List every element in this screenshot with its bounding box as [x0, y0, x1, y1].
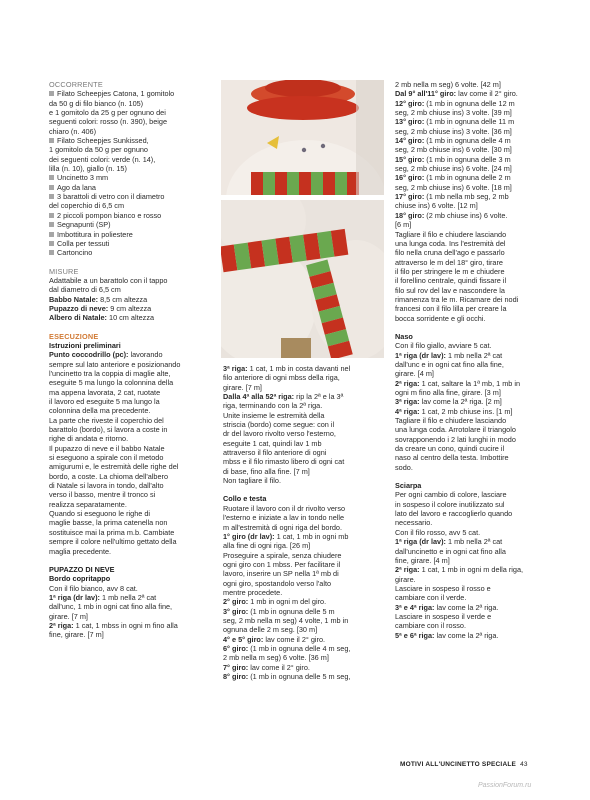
- text-line: [395, 565, 563, 574]
- instruction-label: Dal 9° all'11° giro:: [395, 89, 457, 99]
- text-line: ma appena lavorata, 2 cat, ruotate: [49, 387, 161, 397]
- text-line: si eseguono a spirale con il metodo: [49, 453, 164, 463]
- text-line: ogni giro con 1 mbss. Per facilitare il: [223, 559, 341, 569]
- text-line: lato del lavoro e raccoglierlo quando: [395, 509, 513, 519]
- text-line: [395, 397, 563, 406]
- instruction-label: 17° giro:: [395, 192, 425, 202]
- text-line: seg, 2 mb chiuse ins) 6 volte. [30 m]: [395, 145, 512, 155]
- text-line: mentre procedete.: [223, 587, 283, 597]
- text-line: seg, 2 mb chiuse ins) 6 volte. [18 m]: [395, 182, 512, 192]
- page-footer: [400, 761, 528, 768]
- instruction-label: 2ª riga:: [395, 565, 420, 575]
- instruction-label: 16° giro:: [395, 173, 425, 183]
- subheading: PUPAZZO DI NEVE: [49, 564, 115, 574]
- text-line: Lasciare in sospeso il rosso e: [395, 583, 491, 593]
- text-line: ogni giro, spostandolo verso l'alto: [223, 578, 332, 588]
- text-line: Uncinetto 3 mm: [49, 173, 217, 182]
- text-line: chiaro (n. 406): [49, 126, 97, 136]
- text-line: [6 m]: [395, 220, 412, 230]
- text-line: Ago da lana: [49, 183, 217, 192]
- text-line: seg, 2 mb chiuse ins) 6 volte. [24 m]: [395, 164, 512, 174]
- instruction-label: 3ª e 4ª riga:: [395, 602, 435, 612]
- text-line: di Natale si lavora in tondo, dall'alto: [49, 481, 164, 491]
- text-line: [395, 99, 563, 108]
- paragraph-gap: [49, 323, 217, 332]
- text-line: in sospeso il colore inutilizzato sul: [395, 499, 505, 509]
- text-line: filo nella cruna dell'ago e passarlo: [395, 248, 505, 258]
- text-line: seg, 2 mb chiuse ins) 3 volte. [36 m]: [395, 126, 512, 136]
- text-line: attraverso il filo anteriore di ogni: [223, 448, 327, 458]
- text-line: [395, 603, 563, 612]
- text-line: dr del lavoro rivolto verso l'esterno,: [223, 429, 336, 439]
- instruction-label: 15° giro:: [395, 154, 425, 164]
- paragraph-gap: [395, 323, 563, 332]
- text-line: di base, fino alla fine. [7 m]: [223, 466, 310, 476]
- subheading: Naso: [395, 331, 413, 341]
- instruction-label: Albero di Natale:: [49, 313, 107, 323]
- section-heading: OCCORRENTE: [49, 80, 103, 89]
- text-line: [395, 173, 563, 182]
- text-line: Con il filo rosso, avv 5 cat.: [395, 527, 481, 537]
- text-line: sostituisce mai la prima m.b. Cambiate: [49, 527, 175, 537]
- text-line: amigurumi e, le estremità delle righe del: [49, 462, 179, 472]
- text-line: [223, 392, 389, 401]
- text-line: sovrapponendo i 2 lati lunghi in modo: [395, 434, 516, 444]
- instruction-label: 1ª riga (dr lav):: [395, 350, 446, 360]
- instruction-text: (1 mb in ognuna delle 4 m: [424, 136, 511, 146]
- text-line: [395, 155, 563, 164]
- text-line: Adattabile a un barattolo con il tappo: [49, 275, 168, 285]
- instruction-text: 1 cat, 1 mbss in ogni m fino alla: [73, 620, 178, 630]
- text-line: [395, 211, 563, 220]
- text-line: sempre il colore nell'ultimo gettato della: [49, 537, 177, 547]
- text-line: [395, 351, 563, 360]
- subheading: Bordo copritappo: [49, 574, 111, 584]
- text-line: eseguite 5 ma lungo la colonnina della: [49, 378, 174, 388]
- instruction-label: 1° giro (dr lav):: [223, 531, 275, 541]
- instruction-text: (2 mb chiuse ins) 6 volte.: [424, 210, 508, 220]
- text-line: seg, 2 mb nella m seg) 4 volte, 1 mb in: [223, 615, 349, 625]
- instruction-text: (1 mb in ognuna delle 5 m seg,: [248, 672, 351, 681]
- text-line: [395, 136, 563, 145]
- text-line: lilla (n. 10), giallo (n. 15): [49, 164, 127, 174]
- text-line: Per ogni cambio di colore, lasciare: [395, 490, 507, 500]
- text-line: [49, 621, 217, 630]
- text-line: realizza separatamente.: [49, 499, 127, 509]
- text-line: cambiare con il verde.: [395, 593, 467, 603]
- text-line: La parte che riveste il coperchio del: [49, 415, 164, 425]
- paragraph-gap: [49, 258, 217, 267]
- text-line: verso il basso, mentre il tronco si: [49, 490, 156, 500]
- paragraph-gap: [395, 472, 563, 481]
- instruction-label: 3ª riga:: [223, 364, 248, 373]
- instruction-text: lav come la 2ª riga.: [434, 602, 499, 612]
- text-line: barattolo (bordo), si lavora a coste in: [49, 425, 168, 435]
- instruction-text: lav come la 2ª riga.: [434, 630, 499, 640]
- instruction-text: lav come il 2° giro.: [263, 634, 326, 644]
- paragraph-gap: [49, 556, 217, 565]
- instruction-text: (1 mb in ognuna delle 2 m: [424, 173, 511, 183]
- text-line: il forellino centrale, quindi fissare il: [395, 276, 507, 286]
- text-line: Il pupazzo di neve e il babbo Natale: [49, 443, 165, 453]
- text-line: rimanenza tra le m. Ricamare dei nodi: [395, 294, 519, 304]
- text-line: bordo, a coste. La chioma dell'albero: [49, 471, 169, 481]
- instruction-label: 6° giro:: [223, 643, 249, 653]
- instruction-label: 1ª riga (dr lav):: [49, 592, 100, 602]
- instruction-text: (1 mb in ognuna delle 3 m: [424, 154, 511, 164]
- instruction-text: lavorando: [128, 350, 163, 360]
- subheading: Istruzioni preliminari: [49, 340, 121, 350]
- text-line: Imbottitura in poliestere: [49, 230, 217, 239]
- instruction-text: 1 cat, 2 mb chiuse ins. [1 m]: [419, 406, 513, 416]
- paragraph-gap: [223, 485, 389, 494]
- text-line: Filato Scheepjes Sunkissed,: [49, 136, 217, 145]
- text-line: del coperchio di 6,5 cm: [49, 201, 125, 211]
- text-line: colonnina della ma precedente.: [49, 406, 151, 416]
- instruction-label: 3ª riga:: [395, 397, 420, 407]
- text-line: [395, 117, 563, 126]
- text-line: lavoro, inserire un SP nella 1ª mb di: [223, 569, 339, 579]
- instruction-label: 2ª riga:: [49, 620, 74, 630]
- text-line: striscia (bordo) come segue: con il: [223, 420, 335, 430]
- text-line: Tagliare il filo e chiudere lasciando: [395, 416, 507, 426]
- instruction-label: 1ª riga (dr lav):: [395, 537, 446, 547]
- instruction-label: Pupazzo di neve:: [49, 303, 109, 313]
- text-line: Tagliare il filo e chiudere lasciando: [395, 229, 507, 239]
- text-line: seg, 2 mb chiuse ins) 3 volte. [39 m]: [395, 108, 512, 118]
- text-line: seguenti colori: rosso (n. 390), beige: [49, 117, 168, 127]
- instruction-text: (1 mb in ognuna delle 11 m: [424, 117, 515, 127]
- text-line: ognuna delle 2 m seg. [30 m]: [223, 625, 318, 635]
- instruction-label: 4° e 5° giro:: [223, 634, 264, 644]
- text-line: [223, 597, 389, 606]
- text-line: sodo.: [395, 462, 413, 472]
- instruction-label: 4ª riga:: [395, 406, 420, 416]
- section-heading: ESECUZIONE: [49, 331, 99, 341]
- text-line: cambiare con il rosso.: [395, 621, 466, 631]
- instruction-text: 1 cat, 1 mb in ogni mb: [274, 531, 349, 541]
- text-line: [395, 379, 563, 388]
- text-line: chiuse ins) 6 volte. [12 m]: [395, 201, 478, 211]
- text-line: alla fine di ogni riga. [26 m]: [223, 541, 311, 551]
- instruction-label: 2° giro:: [223, 597, 249, 607]
- text-line: Con il filo giallo, avviare 5 cat.: [395, 341, 492, 351]
- text-line: Proseguire a spirale, senza chiudere: [223, 550, 342, 560]
- instruction-label: Babbo Natale:: [49, 294, 99, 304]
- text-line: Unite insieme le estremità della: [223, 410, 325, 420]
- text-line: filo sul rov del lav e nascondere la: [395, 285, 505, 295]
- text-line: il lavoro ed eseguite 5 ma lungo la: [49, 397, 160, 406]
- instruction-text: 1 cat, 1 mb in ogni m della riga,: [419, 565, 524, 575]
- instruction-text: (1 mb in ognuna delle 5 m: [248, 606, 335, 616]
- text-line: fine, girare. [7 m]: [49, 630, 104, 640]
- text-line: [395, 407, 563, 416]
- instruction-label: 5ª e 6ª riga:: [395, 630, 435, 640]
- instruction-label: 13° giro:: [395, 117, 425, 127]
- text-line: dall'unc e in ogni cat fino alla fine,: [395, 359, 504, 369]
- instruction-text: lav come la 2ª riga. [2 m]: [419, 397, 502, 407]
- text-line: 1 gomitolo da 50 g per ognuno: [49, 145, 148, 155]
- instruction-text: 8,5 cm altezza: [98, 294, 148, 304]
- instruction-text: lav come il 2° giro.: [248, 662, 310, 672]
- column-left: [49, 80, 217, 640]
- text-line: ogni m fino alla fine, girare. [3 m]: [395, 388, 501, 397]
- text-line: e 1 gomitolo da 25 g per ognuno dei: [49, 108, 166, 118]
- text-line: [395, 89, 563, 98]
- text-line: [223, 607, 389, 616]
- text-line: girare. [4 m]: [395, 369, 434, 379]
- instruction-label: Punto coccodrillo (pc):: [49, 350, 129, 360]
- text-line: da 50 g di filo bianco (n. 105): [49, 98, 144, 108]
- instruction-text: 1 mb nella 2ª cat: [99, 592, 157, 602]
- text-line: Cartoncino: [49, 248, 217, 257]
- text-line: l'uncinetto tra la coppia di maglie alte,: [49, 368, 171, 378]
- text-line: necessario.: [395, 518, 433, 528]
- text-line: Segnapunti (SP): [49, 220, 217, 229]
- text-line: sempre sul lato anteriore e posizionando: [49, 359, 181, 369]
- text-line: naso al centro della testa. Imbottire: [395, 453, 509, 463]
- text-line: [49, 304, 217, 313]
- column-right: [395, 80, 563, 640]
- text-line: girare. [7 m]: [49, 611, 88, 621]
- text-line: mbss e il filo rimasto libero di ogni cat: [223, 457, 345, 467]
- text-line: 3 barattoli di vetro con il diametro: [49, 192, 217, 201]
- text-line: da creare un cono, quindi cucire il: [395, 444, 505, 454]
- text-line: Ruotare il lavoro con il dr rivolto verso: [223, 503, 346, 513]
- text-line: Non tagliare il filo.: [223, 476, 281, 486]
- text-line: una lunga coda. Arrotolare il triangolo: [395, 425, 516, 435]
- instruction-label: 8° giro:: [223, 672, 249, 681]
- section-heading: MISURE: [49, 266, 79, 276]
- text-line: bocca sorridente e gli occhi.: [395, 313, 486, 323]
- watermark: PassionForum.ru: [478, 782, 532, 789]
- text-line: [49, 350, 217, 359]
- text-line: [223, 532, 389, 541]
- text-line: [223, 672, 389, 681]
- column-middle: [223, 364, 389, 681]
- text-line: 2 mb nella m seg) 6 volte. [36 m]: [223, 653, 329, 663]
- text-line: Filato Scheepjes Catona, 1 gomitolo: [49, 89, 217, 98]
- text-line: Colla per tessuti: [49, 239, 217, 248]
- subheading: Sciarpa: [395, 481, 422, 491]
- text-line: [395, 537, 563, 546]
- instruction-label: 18° giro:: [395, 210, 425, 220]
- text-line: girare.: [395, 574, 416, 584]
- text-line: l'esterno e iniziate a lav in tondo nelle: [223, 513, 345, 523]
- text-line: [49, 313, 217, 322]
- text-line: [223, 644, 389, 653]
- text-line: francesi con il filo lilla per creare la: [395, 304, 507, 314]
- text-line: dall'uncinetto e in ogni cat fino alla: [395, 546, 506, 556]
- text-line: maglia precedente.: [49, 546, 112, 556]
- text-line: il filo per stringere le m e chiudere: [395, 266, 505, 276]
- instruction-label: 12° giro:: [395, 98, 425, 108]
- instruction-text: (1 mb in ognuna delle 4 m seg,: [248, 643, 351, 653]
- text-line: dal diametro di 6,5 cm: [49, 285, 121, 295]
- footer-title: MOTIVI ALL'UNCINETTO SPECIALE: [400, 761, 517, 768]
- text-line: Con il filo bianco, avv 8 cat.: [49, 583, 138, 593]
- instruction-text: 9 cm altezza: [108, 303, 152, 313]
- instruction-text: rip la 2ª e la 3ª: [294, 392, 344, 402]
- instruction-label: Dalla 4ª alla 52ª riga:: [223, 392, 295, 402]
- instruction-label: 14° giro:: [395, 136, 425, 146]
- subheading: Collo e testa: [223, 494, 267, 504]
- snowman-hat-photo: [221, 80, 384, 195]
- instruction-text: 1 mb in ogni m del giro.: [248, 597, 327, 607]
- text-line: [49, 593, 217, 602]
- text-line: [395, 192, 563, 201]
- instruction-text: 1 cat, saltare la 1ª mb, 1 mb in: [419, 378, 521, 388]
- instruction-label: 2ª riga:: [395, 378, 420, 388]
- instruction-text: lav come il 2° giro.: [456, 89, 518, 99]
- text-line: [223, 635, 389, 644]
- instruction-text: 10 cm altezza: [106, 313, 155, 323]
- instruction-label: 3° giro:: [223, 606, 249, 616]
- instruction-text: 1 mb nella 2ª cat: [445, 350, 503, 360]
- text-line: eseguite 1 cat, quindi lav 1 mb: [223, 438, 322, 448]
- text-line: dei seguenti colori: verde (n. 14),: [49, 154, 156, 164]
- text-line: [395, 631, 563, 640]
- instruction-text: 1 mb nella 2ª cat: [445, 537, 503, 547]
- text-line: [223, 364, 389, 373]
- page-number: 43: [520, 761, 528, 768]
- text-line: Lasciare in sospeso il verde e: [395, 611, 492, 621]
- instruction-text: 1 cat, 1 mb in costa davanti nel: [247, 364, 351, 373]
- text-line: fine, girare. [4 m]: [395, 555, 450, 565]
- text-line: maglie basse, la prima catenella non: [49, 518, 168, 528]
- text-line: Quando si eseguono le righe di: [49, 509, 151, 519]
- instruction-label: 7° giro:: [223, 662, 249, 672]
- text-line: una lunga coda. Ins l'estremità del: [395, 238, 506, 248]
- instruction-text: (1 mb nella mb seg, 2 mb: [424, 192, 509, 202]
- text-line: dall'unc, 1 mb in ogni cat fino alla fine,: [49, 602, 173, 612]
- text-line: 2 piccoli pompon bianco e rosso: [49, 211, 217, 220]
- text-line: [49, 295, 217, 304]
- instruction-text: (1 mb in ognuna delle 12 m: [424, 98, 515, 108]
- snowman-scarf-photo: [221, 200, 384, 358]
- text-line: 2 mb nella m seg) 6 volte. [42 m]: [395, 80, 501, 89]
- text-line: righe di andata e ritorno.: [49, 434, 129, 444]
- text-line: filo anteriore di ogni mbss della riga,: [223, 373, 340, 383]
- text-line: attraverso le m del 18° giro, tirare: [395, 257, 503, 267]
- text-line: riga, terminando con la 2ª riga.: [223, 401, 323, 411]
- text-line: girare. [7 m]: [223, 382, 262, 392]
- text-line: m all'estremità di ogni riga del bordo.: [223, 522, 343, 532]
- text-line: [223, 663, 389, 672]
